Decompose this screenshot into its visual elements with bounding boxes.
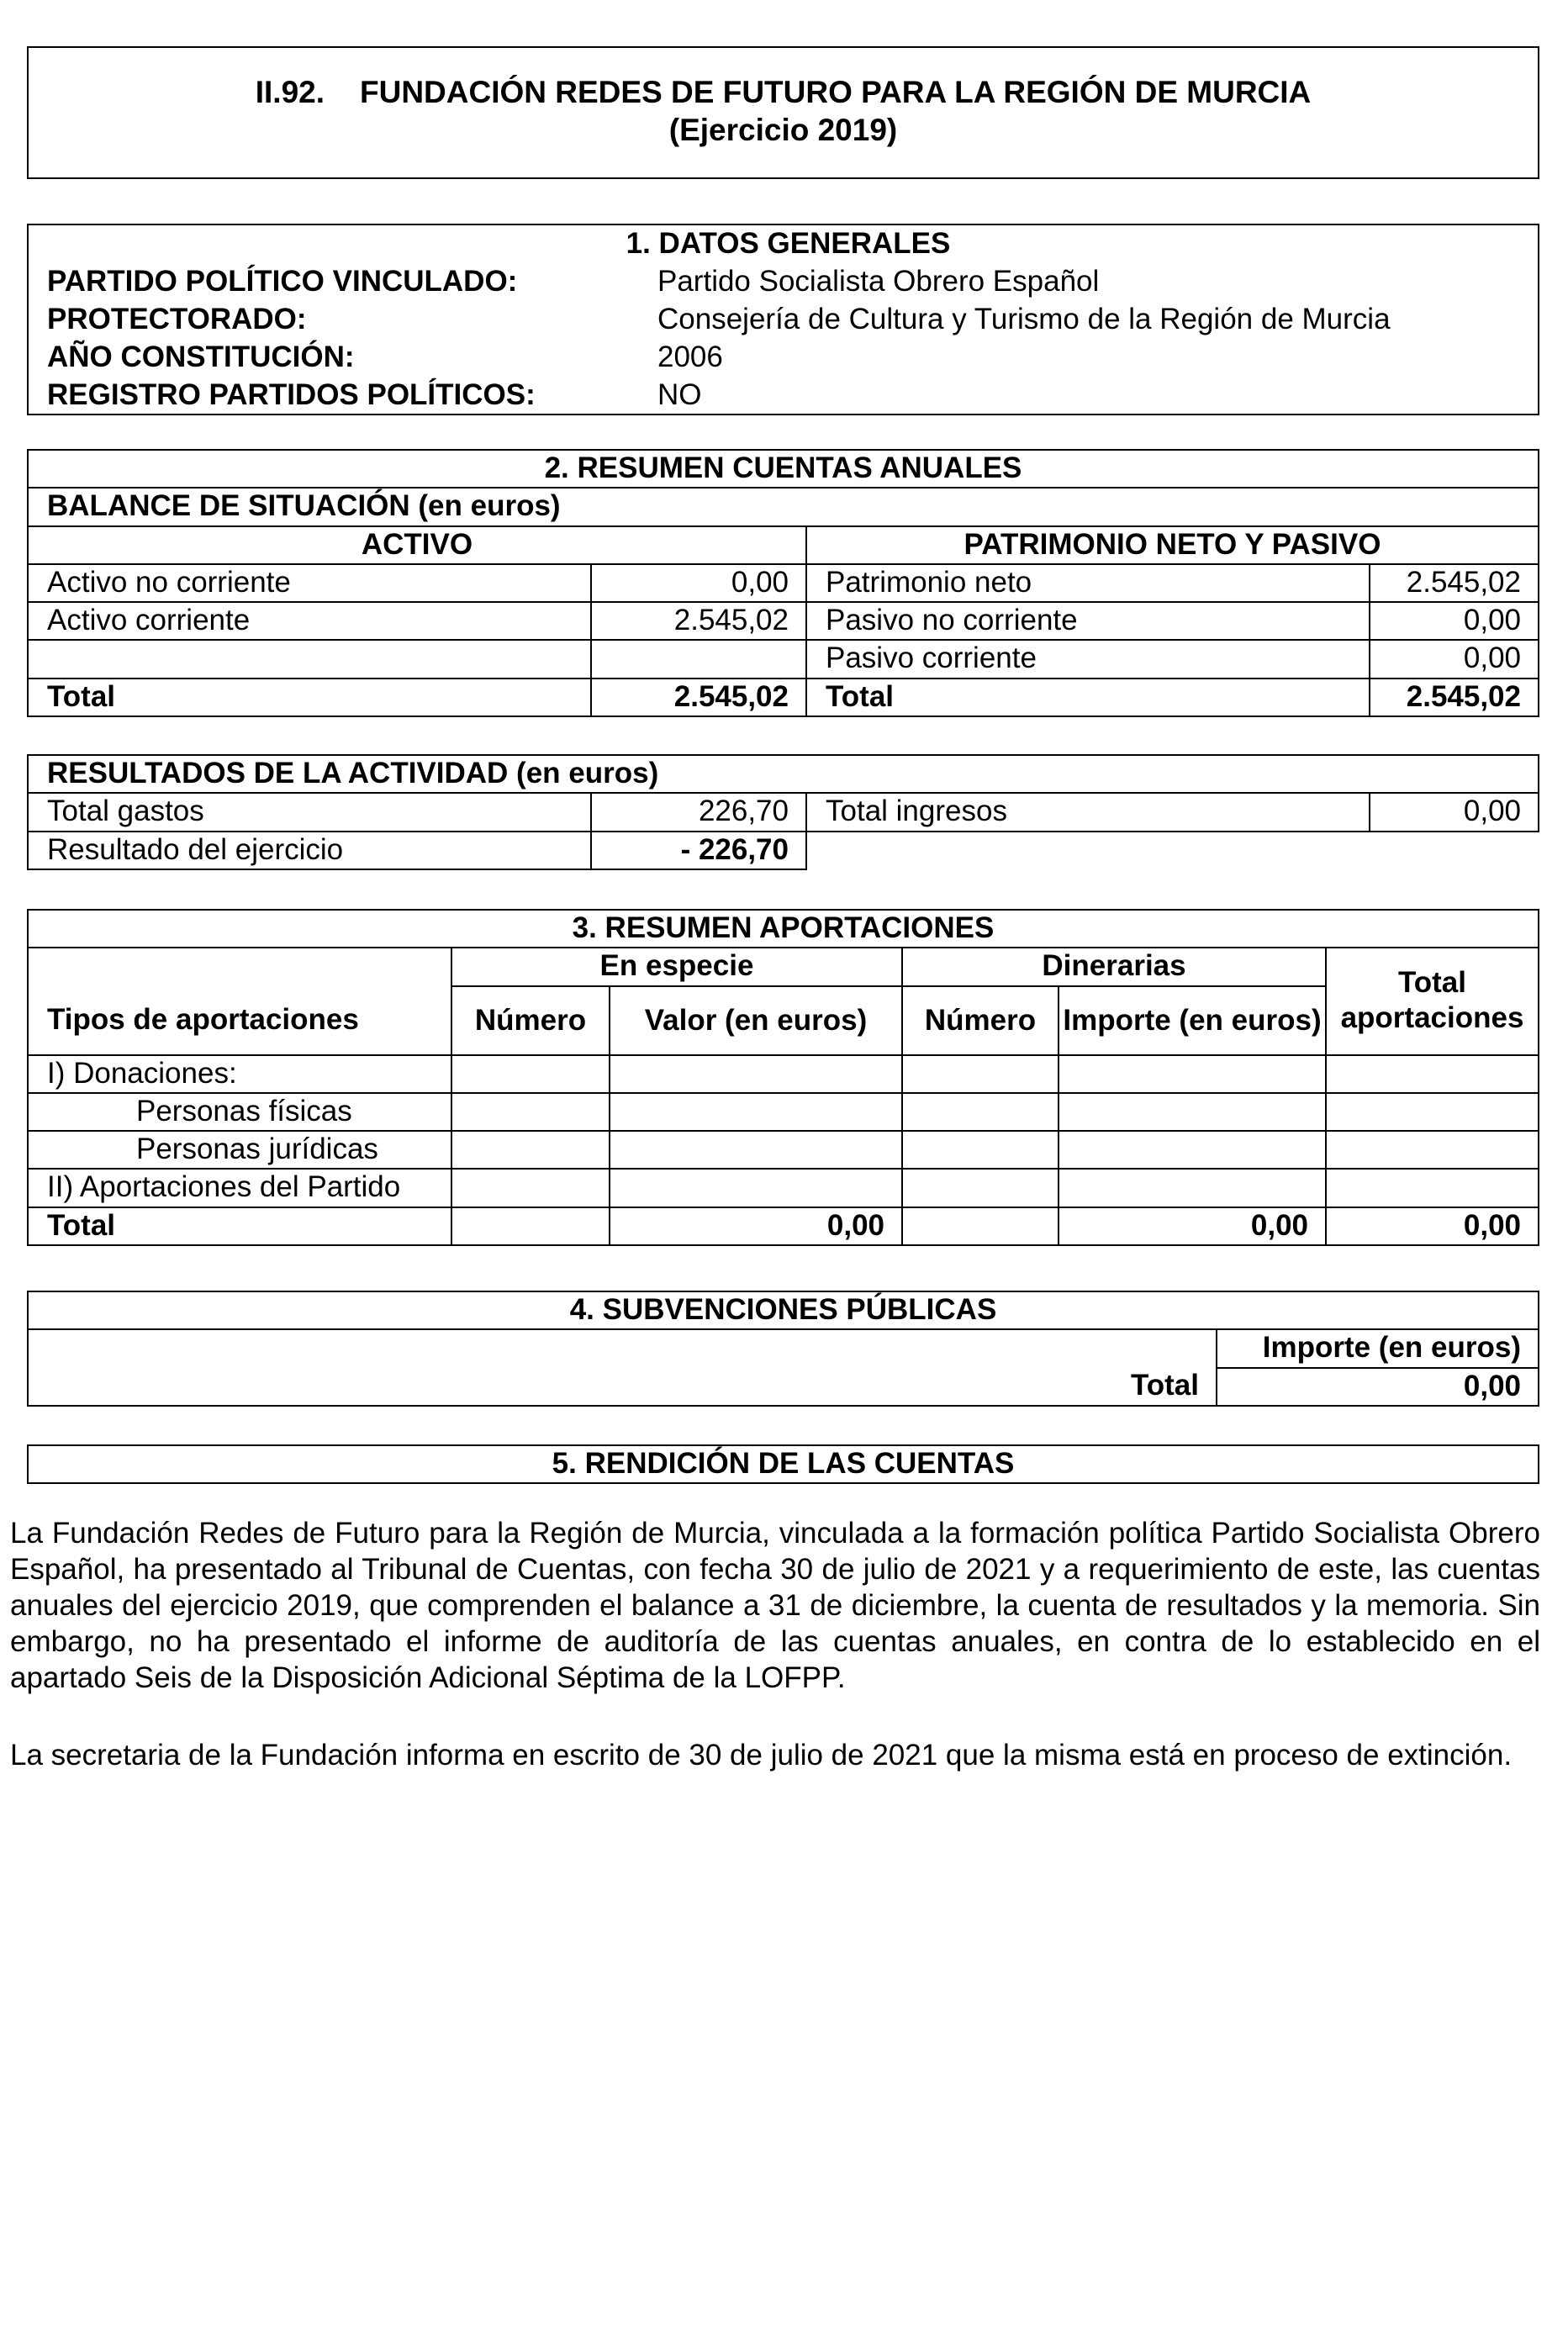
row-label: I) Donaciones: xyxy=(28,1055,451,1093)
row-label: PROTECTORADO: xyxy=(47,303,307,336)
rendicion-paragraph-2: La secretaria de la Fundación informa en escrito de 30 de julio de 2021 que la misma está en proceso de extinción. xyxy=(10,1739,1513,1772)
activo-label: Activo no corriente xyxy=(28,564,591,602)
row-value: Partido Socialista Obrero Español xyxy=(657,265,1100,298)
subvenciones-table xyxy=(27,1291,1539,1407)
importe-header: Importe (en euros) xyxy=(1059,986,1326,1055)
row-label: AÑO CONSTITUCIÓN: xyxy=(47,341,355,374)
pasivo-total-value: 2.545,02 xyxy=(1370,679,1539,716)
empty-cell xyxy=(451,1169,610,1207)
dinerarias-header: Dinerarias xyxy=(902,948,1326,985)
subvenciones-heading: 4. SUBVENCIONES PÚBLICAS xyxy=(28,1291,1539,1329)
section-number: II.92. xyxy=(255,75,325,109)
empty-cell xyxy=(1059,1131,1326,1169)
total-label: Total xyxy=(28,1207,451,1245)
activo-total-label: Total xyxy=(28,679,591,716)
gastos-label: Total gastos xyxy=(28,793,591,831)
empty-cell xyxy=(451,1055,610,1093)
resumen-cuentas-section xyxy=(27,449,1539,717)
total-importe: 0,00 xyxy=(1059,1207,1326,1245)
activo-label: Activo corriente xyxy=(28,602,591,640)
empty-cell xyxy=(451,1131,610,1169)
table-row xyxy=(28,301,1539,339)
balance-label: BALANCE DE SITUACIÓN (en euros) xyxy=(28,488,1539,525)
table-row xyxy=(28,1093,1539,1131)
table-row xyxy=(28,1055,1539,1093)
datos-generales-table xyxy=(27,224,1539,415)
table-row xyxy=(28,1131,1539,1169)
table-row xyxy=(28,832,1539,869)
total-valor: 0,00 xyxy=(610,1207,902,1245)
row-value: 2006 xyxy=(657,341,723,374)
rendicion-table xyxy=(27,1444,1539,1484)
row-label: II) Aportaciones del Partido xyxy=(28,1169,451,1207)
resultado-label: Resultado del ejercicio xyxy=(28,832,591,869)
total-row xyxy=(28,1207,1539,1245)
empty-cell xyxy=(902,1207,1059,1245)
balance-table xyxy=(27,449,1539,717)
empty-cell xyxy=(1326,1093,1539,1131)
empty-cell xyxy=(451,1207,610,1245)
empty-cell xyxy=(1326,1131,1539,1169)
row-label: REGISTRO PARTIDOS POLÍTICOS: xyxy=(47,378,536,411)
empty-cell xyxy=(610,1169,902,1207)
table-row xyxy=(28,793,1539,831)
fiscal-year: (Ejercicio 2019) xyxy=(668,112,898,147)
row-label: PARTIDO POLÍTICO VINCULADO: xyxy=(47,265,518,298)
aportaciones-section xyxy=(27,909,1539,1246)
activo-label xyxy=(28,640,591,678)
empty-cell xyxy=(902,1055,1059,1093)
empty-cell xyxy=(1059,1093,1326,1131)
empty-cell xyxy=(610,1131,902,1169)
total-aportaciones-header: Total aportaciones xyxy=(1326,948,1539,1054)
datos-generales-section xyxy=(27,224,1539,415)
row-value: Consejería de Cultura y Turismo de la Región de Murcia xyxy=(657,303,1391,336)
activo-header: ACTIVO xyxy=(28,526,806,564)
datos-generales-heading: 1. DATOS GENERALES xyxy=(626,227,951,261)
ingresos-value: 0,00 xyxy=(1370,793,1539,831)
aportaciones-table xyxy=(27,909,1539,1246)
table-row xyxy=(28,377,1539,415)
activo-total-value: 2.545,02 xyxy=(591,679,806,716)
table-row xyxy=(28,339,1539,377)
table-row xyxy=(28,564,1539,602)
empty-cell xyxy=(451,1093,610,1131)
activo-value: 2.545,02 xyxy=(591,602,806,640)
table-row xyxy=(28,602,1539,640)
aportaciones-heading: 3. RESUMEN APORTACIONES xyxy=(28,910,1539,948)
resultado-value: - 226,70 xyxy=(591,832,806,869)
empty-cell xyxy=(610,1093,902,1131)
table-row xyxy=(28,263,1539,301)
rendicion-heading: 5. RENDICIÓN DE LAS CUENTAS xyxy=(28,1445,1539,1483)
empty-cell xyxy=(28,948,451,985)
empty-cell xyxy=(28,1329,1217,1367)
pasivo-value: 0,00 xyxy=(1370,640,1539,678)
pasivo-label: Pasivo corriente xyxy=(806,640,1370,678)
en-especie-header: En especie xyxy=(451,948,902,985)
importe-header: Importe (en euros) xyxy=(1217,1329,1539,1367)
empty-cell xyxy=(902,1169,1059,1207)
pasivo-label: Pasivo no corriente xyxy=(806,602,1370,640)
resumen-cuentas-heading: 2. RESUMEN CUENTAS ANUALES xyxy=(28,450,1539,488)
numero-dinerarias-header: Número xyxy=(902,986,1059,1055)
pasivo-value: 0,00 xyxy=(1370,602,1539,640)
resultados-section xyxy=(27,754,1539,870)
total-value: 0,00 xyxy=(1217,1368,1539,1406)
activo-value: 0,00 xyxy=(591,564,806,602)
row-label: Personas físicas xyxy=(28,1093,451,1131)
rendicion-section xyxy=(27,1444,1539,1484)
pasivo-total-label: Total xyxy=(806,679,1370,716)
document-title xyxy=(29,75,1538,111)
empty-cell xyxy=(902,1093,1059,1131)
ingresos-label: Total ingresos xyxy=(806,793,1370,831)
total-label: Total xyxy=(28,1368,1217,1406)
title-box xyxy=(27,46,1539,179)
empty-cell xyxy=(1059,1169,1326,1207)
numero-especie-header: Número xyxy=(451,986,610,1055)
subvenciones-section xyxy=(27,1291,1539,1407)
pasivo-header: PATRIMONIO NETO Y PASIVO xyxy=(806,526,1539,564)
empty-cell xyxy=(902,1131,1059,1169)
empty-cell xyxy=(610,1055,902,1093)
resultados-heading: RESULTADOS DE LA ACTIVIDAD (en euros) xyxy=(28,755,1539,793)
total-row xyxy=(28,1368,1539,1406)
tipos-header: Tipos de aportaciones xyxy=(28,986,451,1055)
total-row xyxy=(28,679,1539,716)
row-value: NO xyxy=(657,378,702,411)
total-total: 0,00 xyxy=(1326,1207,1539,1245)
empty-cell xyxy=(1326,1169,1539,1207)
valor-header: Valor (en euros) xyxy=(610,986,902,1055)
row-label: Personas jurídicas xyxy=(28,1131,451,1169)
foundation-name: FUNDACIÓN REDES DE FUTURO PARA LA REGIÓN DE MURCIA xyxy=(360,75,1312,109)
empty-cell xyxy=(1059,1055,1326,1093)
pasivo-label: Patrimonio neto xyxy=(806,564,1370,602)
empty-cell xyxy=(806,832,1539,869)
gastos-value: 226,70 xyxy=(591,793,806,831)
table-row xyxy=(28,640,1539,678)
activo-value xyxy=(591,640,806,678)
pasivo-value: 2.545,02 xyxy=(1370,564,1539,602)
table-row xyxy=(28,1169,1539,1207)
rendicion-paragraph-1: La Fundación Redes de Futuro para la Región de Murcia, vinculada a la formación política Partido Socialista Obrero Español, ha presentado al Tribunal de Cuentas, con fecha 30 de julio de 2021 y a requerimiento de este, las cuentas anuales del ejercicio 2019, que comprenden el balance a 31 de diciembre, la cuenta de resultados y la memoria. Sin embargo, no ha presentado el informe de auditoría de las cuentas anuales, en contra de lo establecido en el apartado Seis de la Disposición Adicional Séptima de la LOFPP. xyxy=(10,1517,1540,1694)
resultados-table xyxy=(27,754,1539,870)
empty-cell xyxy=(1326,1055,1539,1093)
